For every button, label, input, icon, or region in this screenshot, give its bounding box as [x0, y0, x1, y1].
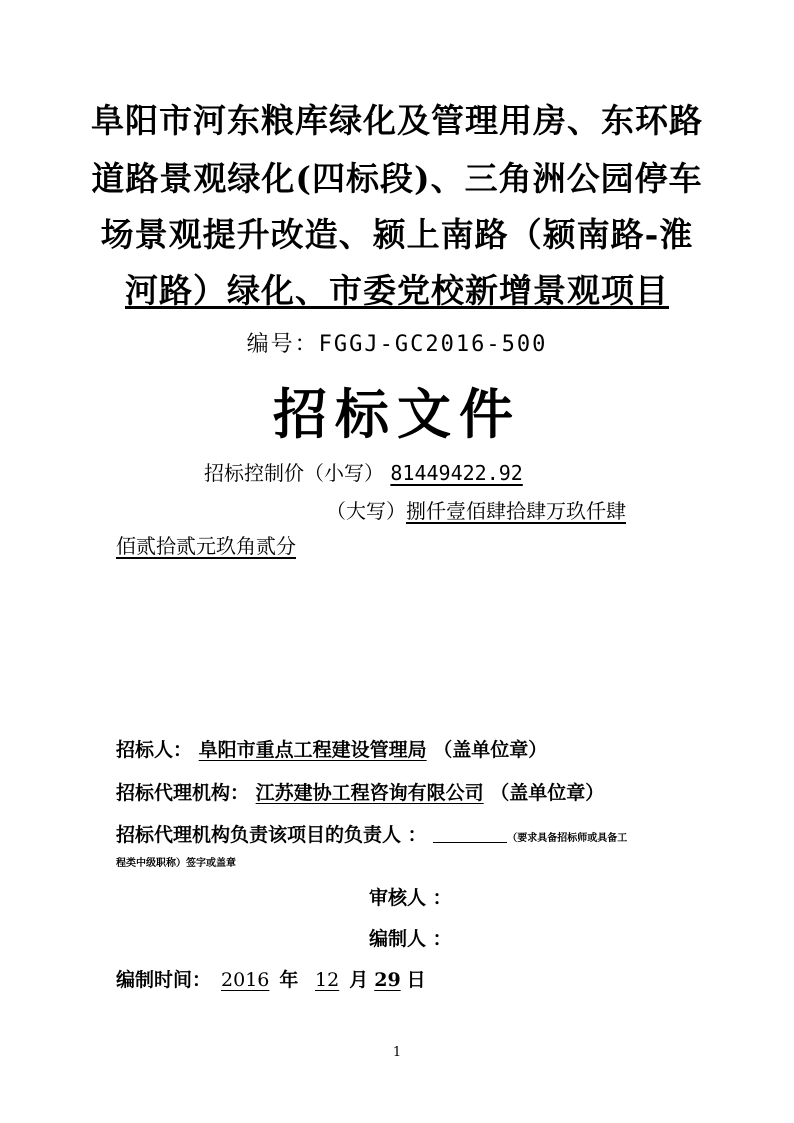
preparer-row: 编制人 ：	[369, 928, 452, 950]
agency-label: 招标代理机构：	[116, 782, 250, 804]
project-title-line-3: 场景观提升改造、颍上南路（颍南路-淮	[100, 215, 694, 254]
date-year-unit: 年	[279, 969, 299, 991]
date-day: 29	[374, 969, 401, 991]
project-title-line-4-text: 河路）绿化、市委党校新增景观项目	[125, 271, 669, 310]
serial-number	[0, 327, 794, 358]
date-row	[116, 965, 426, 992]
agency-row	[116, 778, 604, 805]
tenderer-row	[116, 735, 547, 762]
signature-blank[interactable]	[433, 828, 507, 843]
responsible-note-1: （要求具备招标师或具备工	[507, 833, 628, 844]
price-small-row	[204, 457, 523, 486]
price-small-label: 招标控制价（小写）	[204, 461, 384, 485]
date-day-unit: 日	[406, 969, 426, 991]
price-big-row	[326, 495, 626, 524]
date-label: 编制时间：	[116, 969, 212, 991]
price-big-value-2: 佰贰拾贰元玖角贰分	[116, 534, 296, 558]
tenderer-value: 阜阳市重点工程建设管理局	[198, 739, 427, 761]
agency-value: 江苏建协工程咨询有限公司	[255, 782, 484, 804]
date-month: 12	[315, 969, 340, 991]
serial-value: FGGJ-GC2016-500	[318, 332, 548, 357]
page-number: 1	[392, 1045, 402, 1060]
document-title: 招标文件	[273, 382, 521, 446]
date-month-unit: 月	[349, 969, 369, 991]
price-big-label: （大写）	[326, 499, 406, 523]
price-big-row-2	[116, 530, 296, 559]
serial-label: 编号：	[246, 332, 319, 357]
responsible-row	[116, 820, 627, 847]
responsible-label: 招标代理机构负责该项目的负责人 ：	[116, 824, 427, 846]
price-big-value-1: 捌仟壹佰肆拾肆万玖仟肆	[406, 499, 626, 523]
project-title-line-1: 阜阳市河东粮库绿化及管理用房、东环路	[91, 101, 703, 140]
price-small-value: 81449422.92	[390, 461, 523, 485]
responsible-note-row-2: 程类中级职称）签字或盖章	[116, 858, 236, 869]
tenderer-label: 招标人：	[116, 739, 193, 761]
tenderer-stamp: （盖单位章）	[433, 739, 548, 761]
project-title-line-4	[0, 265, 794, 312]
agency-stamp: （盖单位章）	[490, 782, 605, 804]
date-year: 2016	[221, 969, 270, 991]
project-title-line-2: 道路景观绿化(四标段)、三角洲公园停车	[91, 159, 703, 198]
reviewer-row: 审核人 ：	[369, 887, 452, 909]
